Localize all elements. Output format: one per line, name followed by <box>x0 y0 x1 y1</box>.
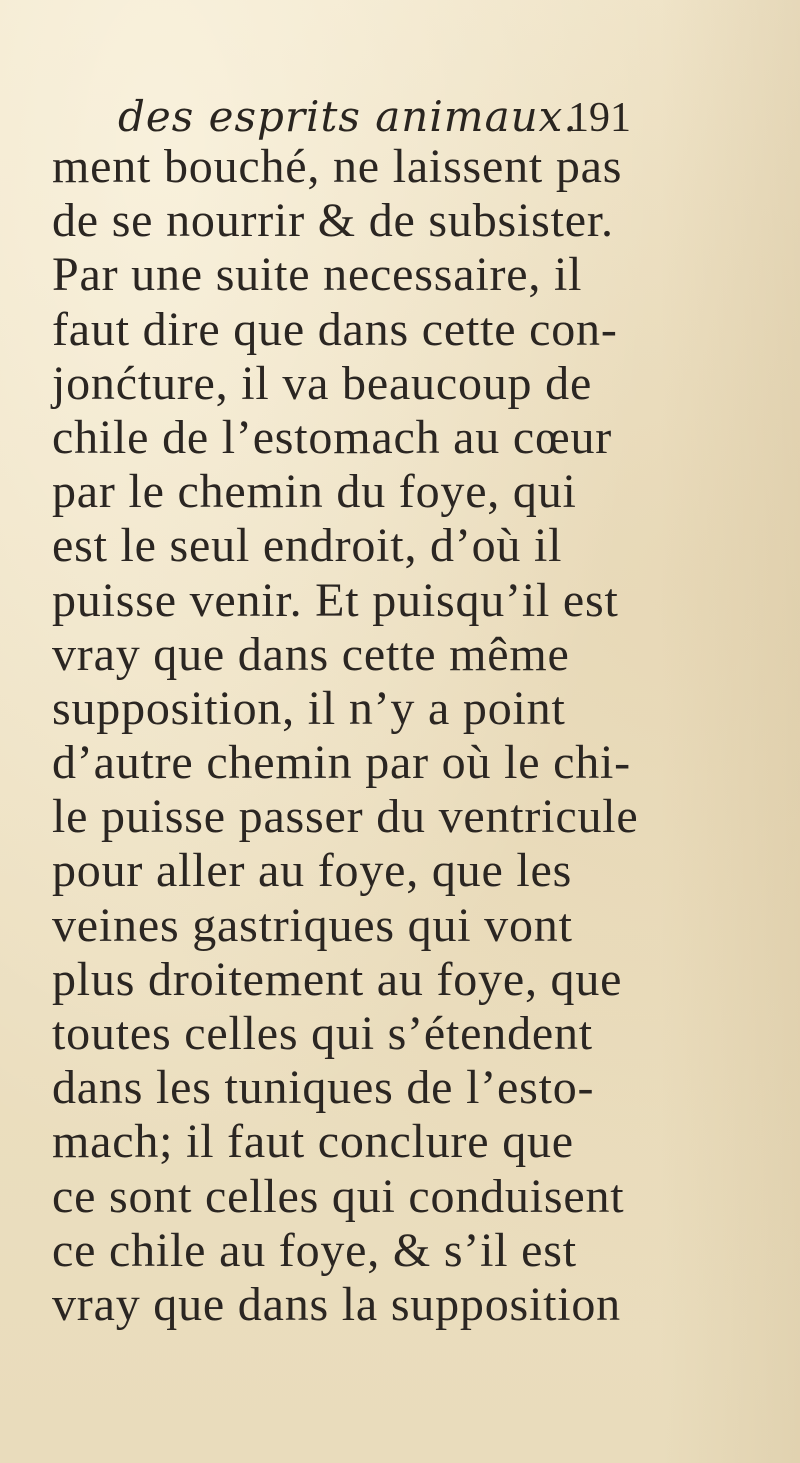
text-line: dans les tuniques de l’esto- <box>52 1061 595 1115</box>
body-text <box>52 140 772 1332</box>
text-line: est le seul endroit, d’où il <box>52 519 563 573</box>
text-line: puisse venir. Et puisqu’il est <box>52 573 619 627</box>
running-title: des esprits animaux. <box>118 92 578 141</box>
text-line: pour aller au foye, que les <box>52 844 573 898</box>
text-line: ment bouché, ne laissent pas <box>52 140 623 193</box>
text-line: toutes celles qui s’étendent <box>52 1007 593 1060</box>
text-line: plus droitement au foye, que <box>52 952 623 1006</box>
page-number: 191 <box>568 95 631 141</box>
text-line: d’autre chemin par où le chi- <box>52 736 631 790</box>
text-line: supposition, il n’y a point <box>52 681 566 735</box>
text-line: faut dire que dans cette con- <box>52 302 618 356</box>
text-line: de se nourrir & de subsister. <box>52 194 614 248</box>
text-line: par le chemin du foye, qui <box>52 465 577 519</box>
text-line: veines gastriques qui vont <box>52 898 573 952</box>
text-line: ce sont celles qui conduisent <box>52 1169 625 1223</box>
text-line: mach; il faut conclure que <box>52 1115 574 1169</box>
text-line: vray que dans la supposition <box>52 1277 621 1331</box>
text-line: Par une suite necessaire, il <box>52 248 583 302</box>
text-line: ce chile au foye, & s’il est <box>52 1223 577 1277</box>
text-line: le puisse passer du ventricule <box>52 790 639 844</box>
text-line: jonćture, il va beaucoup de <box>52 356 593 410</box>
text-line: chile de l’estomach au cœur <box>52 410 613 464</box>
text-line: vray que dans cette même <box>52 627 570 681</box>
